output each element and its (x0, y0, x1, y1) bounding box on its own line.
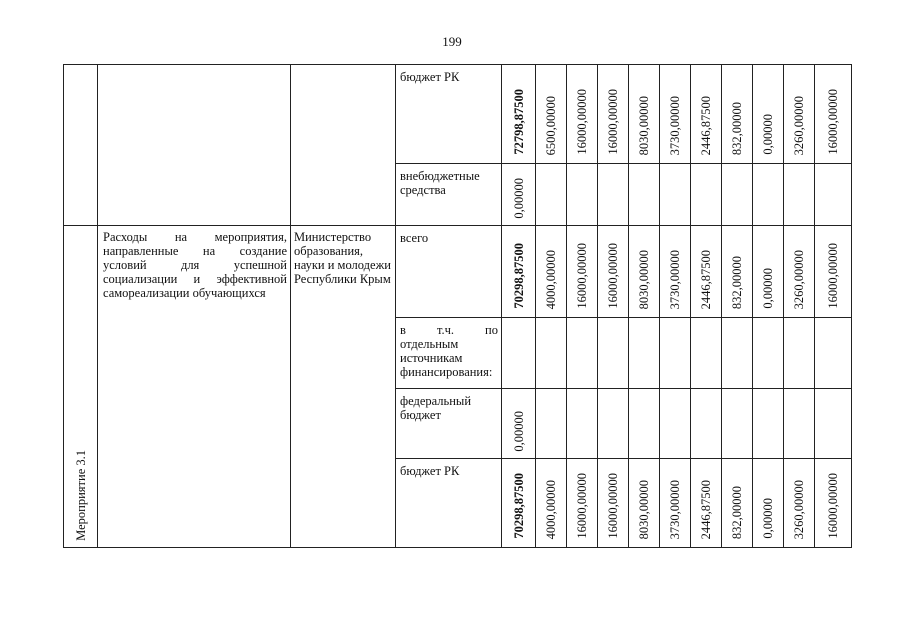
year-cell (753, 389, 784, 459)
funding-source: внебюджетные средства (396, 164, 502, 226)
year-cell (536, 164, 567, 226)
total-cell (502, 226, 536, 318)
year-cell (536, 459, 567, 548)
year-cell (629, 459, 660, 548)
year-cell (598, 318, 629, 389)
year-cell (753, 318, 784, 389)
total-cell (502, 459, 536, 548)
year-cell (784, 318, 815, 389)
year-value: 0,00000 (761, 268, 775, 309)
year-value: 832,00000 (730, 101, 744, 155)
year-cell (815, 65, 852, 164)
year-cell (629, 65, 660, 164)
year-cell (660, 318, 691, 389)
year-cell (815, 389, 852, 459)
year-value: 4000,00000 (544, 249, 558, 309)
year-cell (722, 389, 753, 459)
year-value: 832,00000 (730, 485, 744, 539)
funding-source: всего (396, 226, 502, 318)
year-cell (722, 459, 753, 548)
measure-executor: Министерство образования, науки и молодежи Республики Крым (291, 226, 396, 548)
year-cell (691, 459, 722, 548)
year-value: 16000,00000 (575, 473, 589, 539)
year-cell (598, 65, 629, 164)
funding-source: бюджет РК (396, 65, 502, 164)
year-value: 4000,00000 (544, 479, 558, 539)
year-value: 3260,00000 (792, 95, 806, 155)
year-value: 16000,00000 (826, 89, 840, 155)
year-value: 16000,00000 (575, 89, 589, 155)
year-cell (567, 459, 598, 548)
empty-description-cell (98, 65, 291, 226)
year-cell (536, 65, 567, 164)
year-cell (629, 164, 660, 226)
year-cell (598, 459, 629, 548)
year-value: 832,00000 (730, 255, 744, 309)
year-cell (784, 389, 815, 459)
year-value: 3730,00000 (668, 95, 682, 155)
year-cell (660, 389, 691, 459)
year-cell (567, 164, 598, 226)
year-value: 3260,00000 (792, 249, 806, 309)
year-value: 3730,00000 (668, 249, 682, 309)
total-cell (502, 318, 536, 389)
year-cell (598, 226, 629, 318)
year-cell (567, 226, 598, 318)
year-cell (536, 318, 567, 389)
year-value: 16000,00000 (606, 473, 620, 539)
year-cell (722, 318, 753, 389)
year-value: 0,00000 (761, 498, 775, 539)
budget-table (63, 64, 852, 548)
total-cell (502, 164, 536, 226)
year-cell (691, 65, 722, 164)
year-cell (660, 65, 691, 164)
year-cell (598, 389, 629, 459)
year-cell (629, 318, 660, 389)
year-cell (629, 226, 660, 318)
year-cell (598, 164, 629, 226)
year-cell (691, 318, 722, 389)
table-row (64, 65, 852, 164)
total-value: 0,00000 (511, 411, 526, 452)
measure-label: Мероприятие 3.1 (73, 450, 88, 541)
total-cell (502, 389, 536, 459)
year-cell (536, 389, 567, 459)
year-cell (753, 65, 784, 164)
year-cell (660, 226, 691, 318)
year-cell (567, 389, 598, 459)
funding-source: в т.ч. по отдельным источникам финансирования: (396, 318, 502, 389)
empty-executor-cell (291, 65, 396, 226)
year-cell (815, 318, 852, 389)
year-cell (753, 459, 784, 548)
funding-source: бюджет РК (396, 459, 502, 548)
year-cell (536, 226, 567, 318)
year-value: 8030,00000 (637, 479, 651, 539)
year-value: 2446,87500 (699, 95, 713, 155)
funding-source: федеральный бюджет (396, 389, 502, 459)
year-value: 16000,00000 (606, 89, 620, 155)
year-cell (660, 164, 691, 226)
year-cell (784, 226, 815, 318)
year-cell (815, 226, 852, 318)
year-cell (660, 459, 691, 548)
page-number: 199 (442, 34, 462, 49)
year-cell (722, 226, 753, 318)
table-row (64, 226, 852, 318)
total-value: 0,00000 (511, 178, 526, 219)
year-value: 8030,00000 (637, 249, 651, 309)
year-value: 8030,00000 (637, 95, 651, 155)
year-cell (784, 459, 815, 548)
year-value: 6500,00000 (544, 95, 558, 155)
year-value: 16000,00000 (606, 243, 620, 309)
year-value: 2446,87500 (699, 479, 713, 539)
year-cell (691, 226, 722, 318)
year-cell (815, 459, 852, 548)
total-value: 70298,87500 (511, 473, 526, 539)
year-value: 2446,87500 (699, 249, 713, 309)
year-cell (691, 389, 722, 459)
measure-label-cell (64, 226, 98, 548)
year-cell (722, 164, 753, 226)
year-cell (567, 65, 598, 164)
year-cell (753, 226, 784, 318)
year-value: 3260,00000 (792, 479, 806, 539)
total-value: 72798,87500 (511, 89, 526, 155)
year-cell (784, 164, 815, 226)
year-cell (629, 389, 660, 459)
year-cell (691, 164, 722, 226)
year-value: 16000,00000 (575, 243, 589, 309)
year-value: 16000,00000 (826, 243, 840, 309)
empty-measure-cell (64, 65, 98, 226)
year-value: 16000,00000 (826, 473, 840, 539)
measure-description: Расходы на мероприятия, направленные на создание условий для успешной социализации и эффективной самореализации обучающихся (98, 226, 291, 548)
year-cell (753, 164, 784, 226)
year-cell (815, 164, 852, 226)
year-value: 0,00000 (761, 114, 775, 155)
year-cell (784, 65, 815, 164)
total-cell (502, 65, 536, 164)
total-value: 70298,87500 (511, 243, 526, 309)
year-cell (567, 318, 598, 389)
year-cell (722, 65, 753, 164)
year-value: 3730,00000 (668, 479, 682, 539)
